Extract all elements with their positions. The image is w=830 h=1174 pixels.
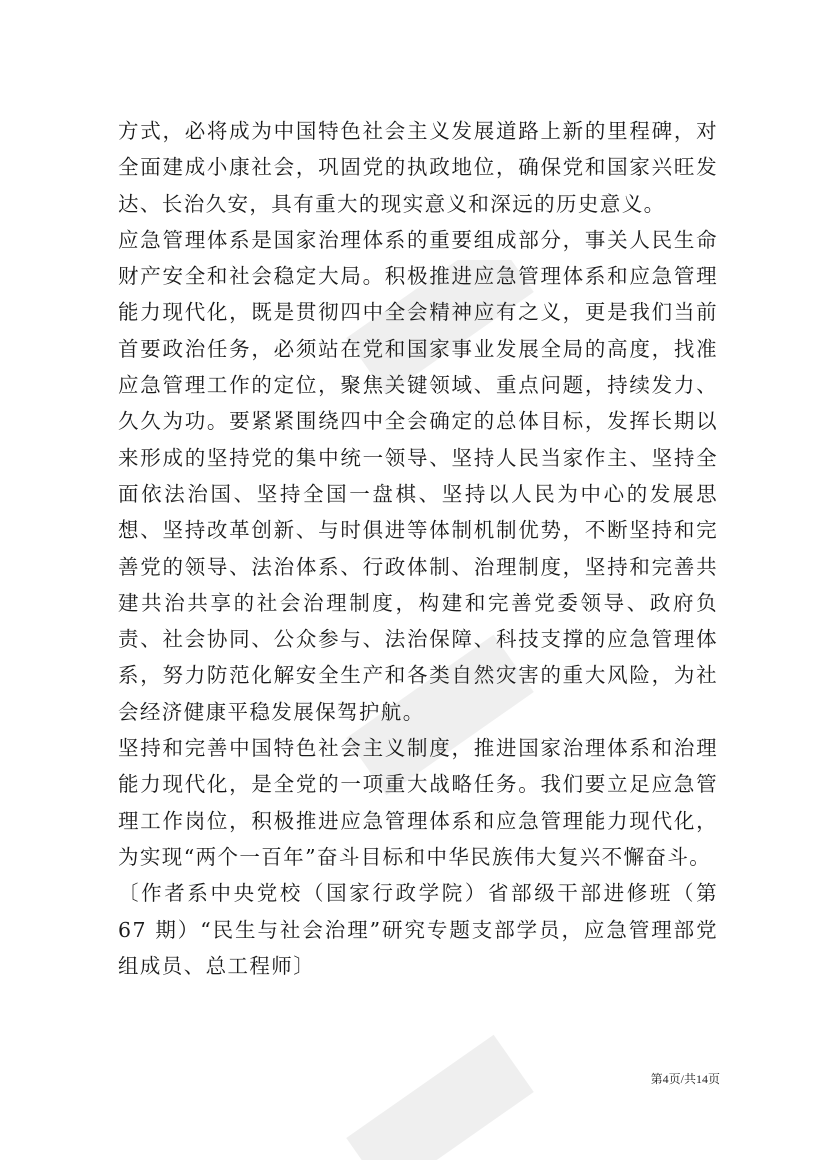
paragraph-3: 坚持和完善中国特色社会主义制度，推进国家治理体系和治理能力现代化，是全党的一项重大战略任务。我们要立足应急管理工作岗位，积极推进应急管理体系和应急管理能力现代化，为实现“两个一百年”奋斗目标和中华民族伟大复兴不懈奋斗。	[118, 736, 718, 869]
document-body	[118, 113, 718, 984]
paragraph-2: 应急管理体系是国家治理体系的重要组成部分，事关人民生命财产安全和社会稳定大局。积极推进应急管理体系和应急管理能力现代化，既是贯彻四中全会精神应有之义，更是我们当前首要政治任务，必须站在党和国家事业发展全局的高度，找准应急管理工作的定位，聚焦关键领域、重点问题，持续发力、久久为功。要紧紧围绕四中全会确定的总体目标，发挥长期以来形成的坚持党的集中统一领导、坚持人民当家作主、坚持全面依法治国、坚持全国一盘棋、坚持以人民为中心的发展思想、坚持改革创新、与时俱进等体制机制优势，不断坚持和完善党的领导、法治体系、行政体制、治理制度，坚持和完善共建共治共享的社会治理制度，构建和完善党委领导、政府负责、社会协同、公众参与、法治保障、科技支撑的应急管理体系，努力防范化解安全生产和各类自然灾害的重大风险，为社会经济健康平稳发展保驾护航。	[118, 227, 718, 724]
page-number: 第4页/共14页	[650, 1072, 720, 1086]
author-note: 〔作者系中央党校（国家行政学院）省部级干部进修班（第 67 期）“民生与社会治理”研究专题支部学员，应急管理部党组成员、总工程师〕	[118, 881, 718, 978]
paragraph-1: 方式，必将成为中国特色社会主义发展道路上新的里程碑，对全面建成小康社会，巩固党的执政地位，确保党和国家兴旺发达、长治久安，具有重大的现实意义和深远的历史意义。	[118, 119, 718, 216]
